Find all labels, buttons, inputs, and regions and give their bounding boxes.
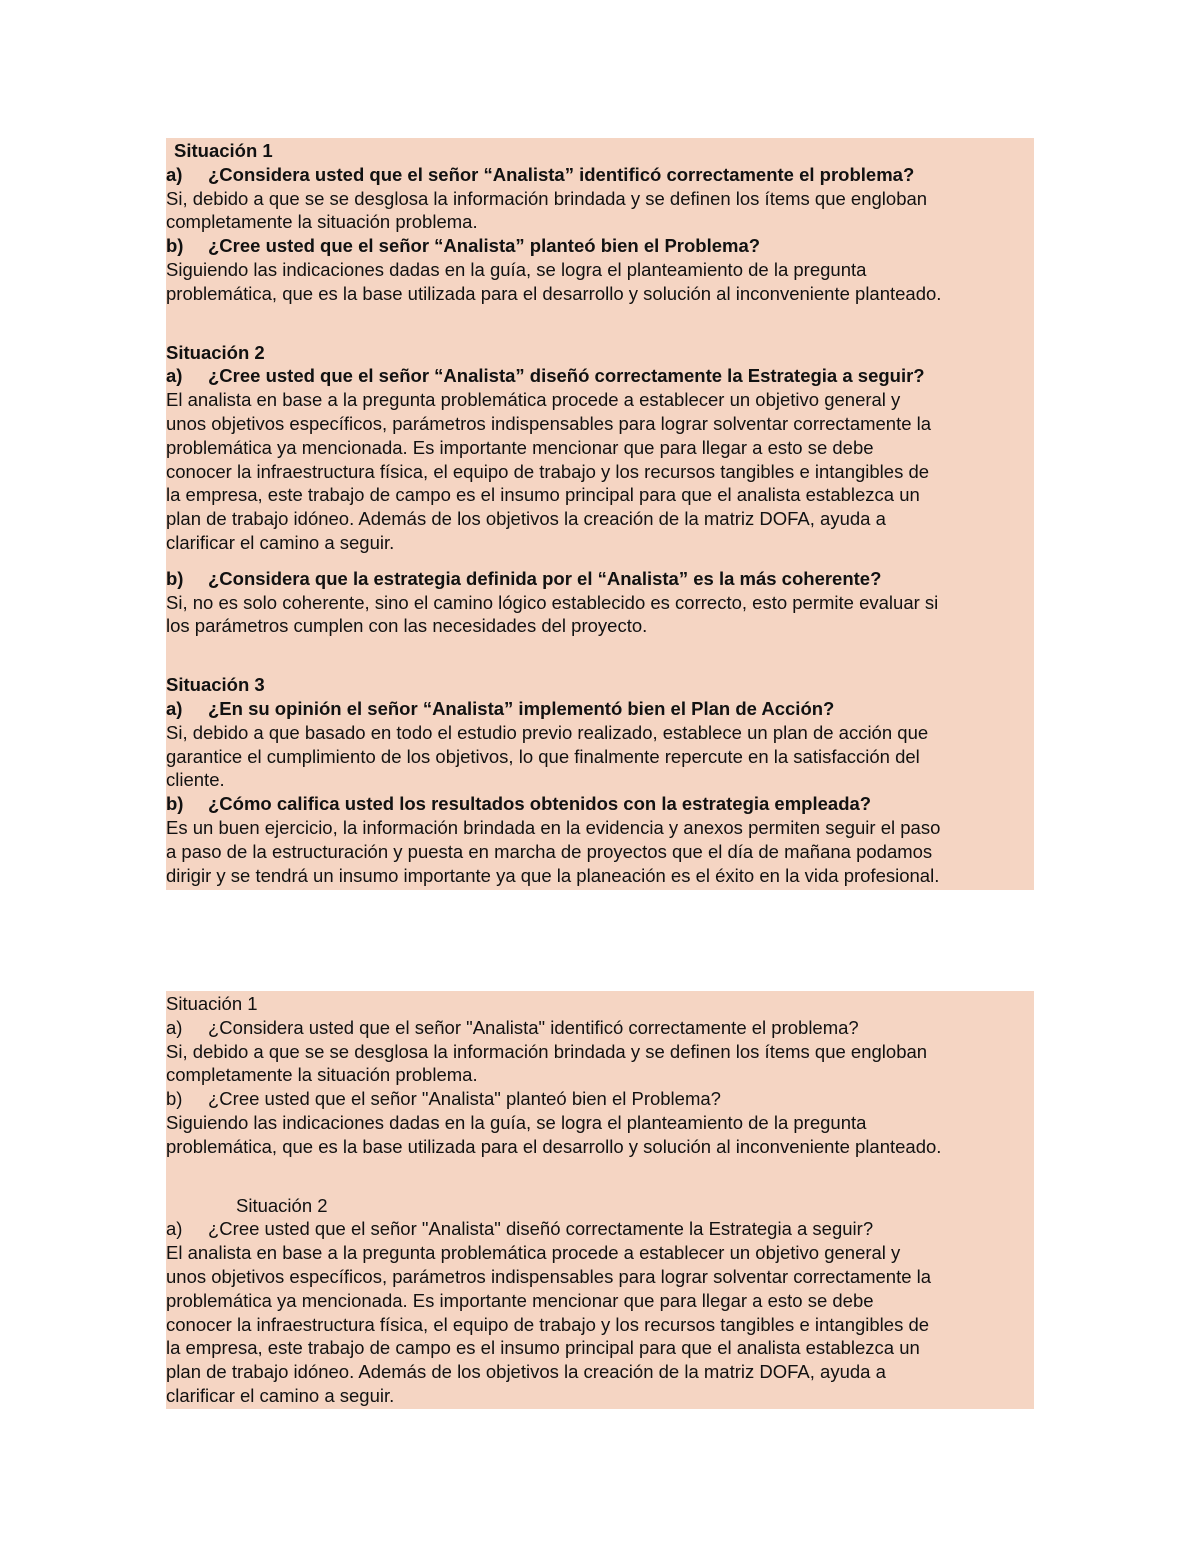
question-1a	[166, 163, 1034, 187]
question-text: ¿Cómo califica usted los resultados obtenidos con la estrategia empleada?	[208, 793, 872, 815]
answer-line: a paso de la estructuración y puesta en marcha de proyectos que el día de mañana podamos	[166, 840, 933, 862]
answer-line: El analista en base a la pregunta problemática procede a establecer un objetivo general y	[166, 389, 901, 411]
document-block-plain	[166, 991, 1034, 1409]
question-1a	[166, 1016, 1034, 1040]
question-marker: b)	[166, 793, 184, 815]
answer-line: unos objetivos específicos, parámetros indispensables para lograr solventar correctamente la	[166, 412, 932, 434]
question-marker: a)	[166, 365, 183, 387]
answer-line: garantice el cumplimiento de los objetivos, lo que finalmente repercute en la satisfacción del	[166, 745, 920, 767]
situation-3-title: Situación 3	[166, 674, 265, 696]
question-1b	[166, 1087, 1034, 1111]
question-marker: b)	[166, 567, 184, 589]
question-3a	[166, 697, 1034, 721]
answer-line: clarificar el camino a seguir.	[166, 1384, 395, 1406]
question-text: ¿En su opinión el señor “Analista” implementó bien el Plan de Acción?	[208, 697, 835, 719]
question-text: ¿Cree usted que el señor “Analista” planteó bien el Problema?	[208, 235, 761, 257]
situation-1-title: Situación 1	[174, 140, 273, 161]
question-text: ¿Considera usted que el señor “Analista” identificó correctamente el problema?	[208, 163, 915, 185]
answer-line: Siguiendo las indicaciones dadas en la guía, se logra el planteamiento de la pregunta	[166, 1111, 867, 1133]
question-text: ¿Cree usted que el señor “Analista” diseñó correctamente la Estrategia a seguir?	[208, 365, 925, 387]
answer-line: la empresa, este trabajo de campo es el insumo principal para que el analista establezca un	[166, 484, 920, 506]
answer-line: conocer la infraestructura física, el equipo de trabajo y los recursos tangibles e intangibles de	[166, 460, 930, 482]
answer-line: dirigir y se tendrá un insumo importante ya que la planeación es el éxito en la vida profesional.	[166, 864, 940, 886]
answer-line: cliente.	[166, 769, 225, 791]
answer-line: la empresa, este trabajo de campo es el insumo principal para que el analista establezca un	[166, 1337, 920, 1359]
question-marker: a)	[166, 163, 183, 185]
question-marker: b)	[166, 235, 184, 257]
answer-line: Si, debido a que se se desglosa la información brindada y se definen los ítems que engloban	[166, 187, 928, 209]
answer-line: plan de trabajo idóneo. Además de los objetivos la creación de la matriz DOFA, ayuda a	[166, 508, 886, 530]
answer-line: clarificar el camino a seguir.	[166, 531, 395, 553]
question-text: ¿Considera que la estrategia definida por el “Analista” es la más coherente?	[208, 567, 882, 589]
document-block-bold	[166, 138, 1034, 890]
answer-line: los parámetros cumplen con las necesidades del proyecto.	[166, 615, 648, 637]
answer-line: El analista en base a la pregunta problemática procede a establecer un objetivo general y	[166, 1242, 901, 1264]
answer-line: unos objetivos específicos, parámetros indispensables para lograr solventar correctamente la	[166, 1265, 932, 1287]
situation-1-title: Situación 1	[166, 993, 258, 1014]
answer-line: Si, debido a que basado en todo el estudio previo realizado, establece un plan de acción que	[166, 721, 929, 743]
answer-line: problemática ya mencionada. Es importante mencionar que para llegar a esto se debe	[166, 1289, 874, 1311]
question-text: ¿Cree usted que el señor "Analista" diseñó correctamente la Estrategia a seguir?	[208, 1218, 874, 1240]
answer-line: Si, debido a que se se desglosa la información brindada y se definen los ítems que engloban	[166, 1040, 928, 1062]
question-2a	[166, 1217, 1034, 1241]
situation-2-title: Situación 2	[236, 1194, 328, 1216]
answer-line: Si, no es solo coherente, sino el camino lógico establecido es correcto, esto permite evaluar si	[166, 591, 939, 613]
answer-line: conocer la infraestructura física, el equipo de trabajo y los recursos tangibles e intangibles de	[166, 1313, 930, 1335]
question-marker: a)	[166, 1218, 183, 1240]
question-marker: a)	[166, 1016, 183, 1038]
answer-line: problemática ya mencionada. Es importante mencionar que para llegar a esto se debe	[166, 436, 874, 458]
answer-line: Es un buen ejercicio, la información brindada en la evidencia y anexos permiten seguir el paso	[166, 816, 941, 838]
question-text: ¿Considera usted que el señor "Analista" identificó correctamente el problema?	[208, 1016, 859, 1038]
answer-line: plan de trabajo idóneo. Además de los objetivos la creación de la matriz DOFA, ayuda a	[166, 1361, 886, 1383]
answer-line: completamente la situación problema.	[166, 211, 478, 233]
question-marker: b)	[166, 1088, 183, 1110]
answer-line: Siguiendo las indicaciones dadas en la guía, se logra el planteamiento de la pregunta	[166, 258, 867, 280]
answer-line: problemática, que es la base utilizada para el desarrollo y solución al inconveniente planteado.	[166, 1135, 942, 1157]
question-2a	[166, 364, 1034, 388]
situation-2-title: Situación 2	[166, 341, 265, 363]
question-text: ¿Cree usted que el señor "Analista" planteó bien el Problema?	[208, 1088, 721, 1110]
question-1b	[166, 234, 1034, 258]
answer-line: problemática, que es la base utilizada para el desarrollo y solución al inconveniente planteado.	[166, 282, 942, 304]
question-2b	[166, 567, 1034, 591]
question-3b	[166, 792, 1034, 816]
question-marker: a)	[166, 697, 183, 719]
answer-line: completamente la situación problema.	[166, 1064, 478, 1086]
